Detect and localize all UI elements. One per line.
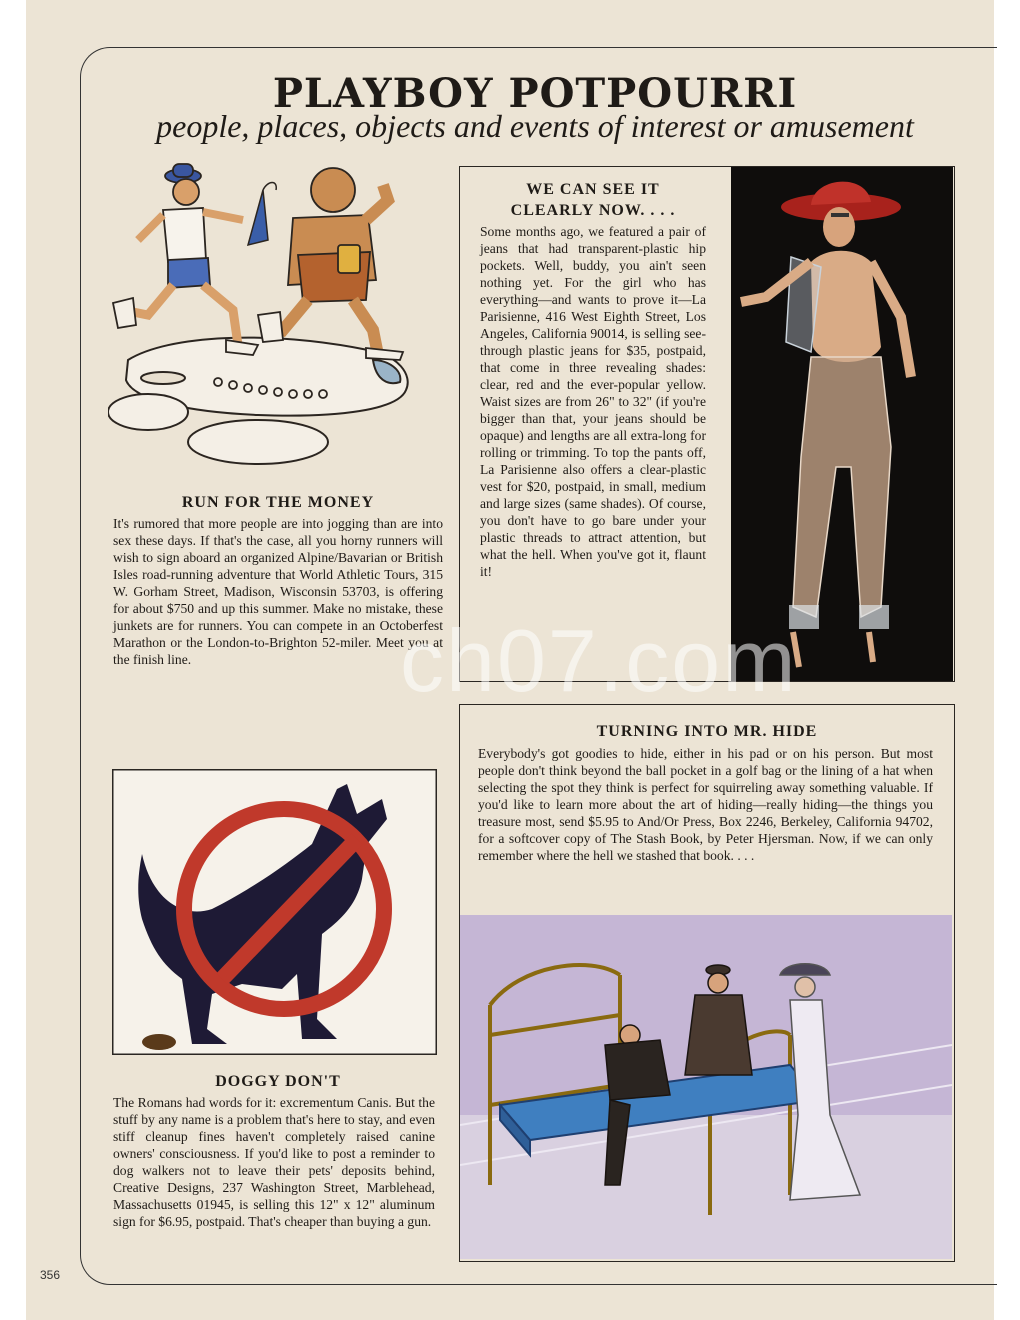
dropping-icon [142, 1034, 176, 1050]
brass-bed-illustration [460, 915, 952, 1259]
doggy-body: The Romans had words for it: excrementum Canis. But the stuff by any name is a problem that's here to stay, and even stiff cleanup fines haven't completely raised canine owners' consciousness. If you'd like to post a reminder to dog walkers not to leave their pets' deposits behind, Creative Designs, 237 Washington Street, Marblehead, Massachusetts 01945, is selling this 12" x 12" aluminum sign for $6.95, postpaid. That's cheaper than buying a gun. [113, 1095, 435, 1229]
no-dog-sign [112, 769, 437, 1055]
hide-heading: TURNING INTO MR. HIDE [596, 723, 818, 740]
clear-heading-line2: CLEARLY NOW. . . . [510, 202, 676, 219]
hide-body: Everybody's got goodies to hide, either in his pad or on his person. But most people don't think beyond the ball pocket in a golf bag or the lining of a hat when selecting the spot they think is perfect for squirreling away something valuable. If you'd like to learn more about the art of hiding—really hiding—the things you treasure most, send $5.95 to And/Or Press, Box 2246, Berkeley, California 94702, for a softcover copy of The Stash Book, by Peter Hjersman. Now, if we can only remember where the hell we stashed that book. . . . [478, 746, 933, 863]
umbrella [248, 183, 276, 246]
runners-airplane-illustration [108, 160, 418, 485]
page-number: 356 [40, 1268, 61, 1282]
run-heading: RUN FOR THE MONEY [181, 494, 375, 511]
page-title: PLAYBOY POTPOURRI [272, 70, 798, 117]
run-body: It's rumored that more people are into jogging than are into sex these days. If that's the case, all you horny runners will wish to sign aboard an organized Alpine/Bavarian or British Isles road-running adventure that World Athletic Tours, 315 W. Gorham Street, Madison, Wisconsin 53703, is offering for about $750 and up this summer. Make no mistake, these junkets are for runners. You can compete in an Octoberfest Marathon or the London-to-Brighton 52-miler. Meet you at the finish line. [113, 516, 443, 667]
airplane [108, 338, 408, 464]
clear-heading-line1: WE CAN SEE IT [526, 181, 660, 198]
model-photo [731, 167, 953, 681]
doggy-heading: DOGGY DON'T [215, 1073, 341, 1090]
runner-thin [113, 164, 258, 355]
clear-body: Some months ago, we featured a pair of jeans that had transparent-plastic hip pockets. Well, buddy, you ain't seen nothing yet. For the girl who has everything—and wants to prove it—La Parisienne, 416 West Eighth Street, Los Angeles, California 90014, is selling see-through plastic jeans for $35, postpaid, that come in three revealing shades: clear, red and the ever-popular yellow. Waist sizes are from 26" to 32" (if you're bigger than that, your jeans should be opaque) and lengths are all extra-long for rolling or trimming. To top the pants off, La Parisienne also offers a clear-plastic vest for $20, postpaid, in small, medium and large sizes (same shades). Of course, you don't have to go bare under your plastic threads to attract attention, but what the hell. When you've got it, flaunt it! [480, 224, 706, 579]
runner-stout [258, 168, 403, 360]
watermark: ch07.com [400, 611, 798, 710]
page-subtitle: people, places, objects and events of interest or amusement [156, 108, 914, 144]
